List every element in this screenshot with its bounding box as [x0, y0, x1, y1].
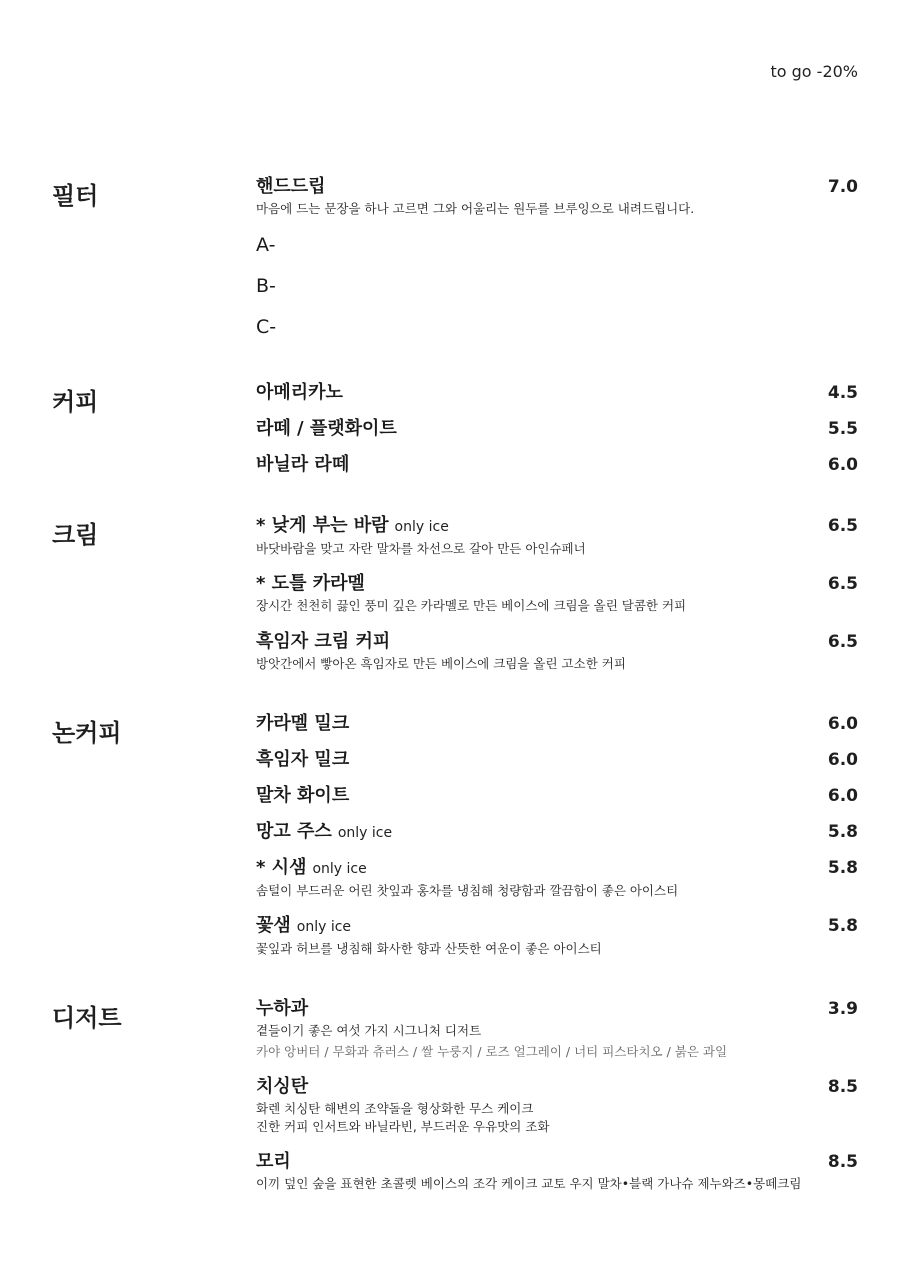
menu-item [256, 785, 858, 807]
only-ice-tag: only ice [337, 825, 393, 841]
menu-item [256, 418, 858, 440]
menu-item [256, 382, 858, 404]
item-name [256, 821, 858, 844]
item-price: 6.0 [827, 786, 858, 806]
item-price: 6.0 [827, 714, 858, 734]
item-price: 6.0 [827, 750, 858, 770]
option-b: B- [256, 275, 276, 297]
item-name: 누하과 [256, 998, 309, 1019]
menu-item [256, 176, 858, 218]
item-name: * 도틀 카라멜 [256, 573, 365, 594]
item-price: 5.8 [827, 916, 858, 936]
category-title: 커피 [52, 388, 99, 416]
to-go-discount-note: to go -20% [770, 62, 858, 81]
menu-item [256, 1076, 858, 1136]
item-description: 이끼 덮인 숲을 표현한 초콜렛 베이스의 조각 케이크 교토 우지 말차•블랙 가나슈 제누와즈•몽떼크림 [256, 1176, 802, 1191]
category-title: 디저트 [52, 1004, 122, 1032]
item-price: 7.0 [827, 177, 858, 197]
option-c: C- [256, 316, 277, 338]
item-name-text: * 낮게 부는 바람 [256, 515, 389, 536]
menu-item [256, 749, 858, 771]
item-name [256, 915, 858, 938]
item-description: 마음에 드는 문장을 하나 고르면 그와 어울리는 원두를 브루잉으로 내려드립니다. [256, 201, 695, 216]
only-ice-tag: only ice [296, 919, 352, 935]
menu-item [256, 1151, 858, 1193]
menu-item [256, 713, 858, 735]
item-name: 라떼 / 플랫화이트 [256, 418, 397, 439]
item-description: 장시간 천천히 끓인 풍미 깊은 카라멜로 만든 베이스에 크림을 올린 달콤한 커피 [256, 598, 687, 613]
item-price: 6.5 [827, 574, 858, 594]
item-name: 모리 [256, 1151, 291, 1172]
menu-item [256, 515, 858, 558]
item-name: 말차 화이트 [256, 785, 350, 806]
item-price: 5.5 [827, 419, 858, 439]
item-name: 아메리카노 [256, 382, 343, 403]
item-price: 5.8 [827, 858, 858, 878]
item-description: 솜털이 부드러운 어린 찻잎과 홍차를 냉침해 청량함과 깔끔함이 좋은 아이스티 [256, 883, 679, 898]
item-price: 6.5 [827, 632, 858, 652]
menu-item [256, 573, 858, 615]
item-name: 흑임자 밀크 [256, 749, 350, 770]
item-name-text: 꽃샘 [256, 915, 291, 936]
menu-item [256, 857, 858, 900]
item-name-text: 망고 주스 [256, 821, 332, 842]
item-name-text: * 시샘 [256, 857, 307, 878]
menu-item [256, 631, 858, 673]
category-title: 필터 [52, 182, 99, 210]
only-ice-tag: only ice [312, 861, 367, 877]
item-price: 4.5 [827, 383, 858, 403]
menu-item [256, 998, 858, 1061]
item-name: 흑임자 크림 커피 [256, 631, 391, 652]
item-price: 3.9 [827, 999, 858, 1019]
menu-item [256, 915, 858, 958]
option-a: A- [256, 234, 276, 256]
item-price: 8.5 [827, 1152, 858, 1172]
item-name: 치싱탄 [256, 1076, 309, 1097]
item-price: 5.8 [827, 822, 858, 842]
category-title: 논커피 [52, 719, 122, 747]
item-name [256, 515, 858, 538]
item-price: 6.0 [827, 455, 858, 475]
item-description: 꽃잎과 허브를 냉침해 화사한 향과 산뜻한 여운이 좋은 아이스티 [256, 941, 602, 956]
menu-item [256, 454, 858, 476]
item-description: 방앗간에서 빻아온 흑임자로 만든 베이스에 크림을 올린 고소한 커피 [256, 656, 626, 671]
only-ice-tag: only ice [394, 519, 449, 535]
item-name: 바닐라 라떼 [256, 454, 350, 475]
menu-item [256, 821, 858, 844]
item-name [256, 857, 858, 880]
item-name: 카라멜 밀크 [256, 713, 350, 734]
item-name: 핸드드립 [256, 176, 326, 197]
item-description: 화렌 치싱탄 해변의 조약돌을 형상화한 무스 케이크 [256, 1101, 534, 1116]
item-price: 8.5 [827, 1077, 858, 1097]
item-description-line2: 진한 커피 인서트와 바닐라빈, 부드러운 우유맛의 조화 [256, 1119, 550, 1134]
item-description: 바닷바람을 맞고 자란 말차를 차선으로 갈아 만든 아인슈페너 [256, 541, 586, 556]
item-description: 곁들이기 좋은 여섯 가지 시그니처 디저트 [256, 1023, 482, 1038]
category-title: 크림 [52, 521, 99, 549]
item-price: 6.5 [827, 516, 858, 536]
item-flavor-list: 카야 앙버터 / 무화과 츄러스 / 쌀 누룽지 / 로즈 얼그레이 / 너티 피스타치오 / 붉은 과일 [256, 1044, 728, 1059]
